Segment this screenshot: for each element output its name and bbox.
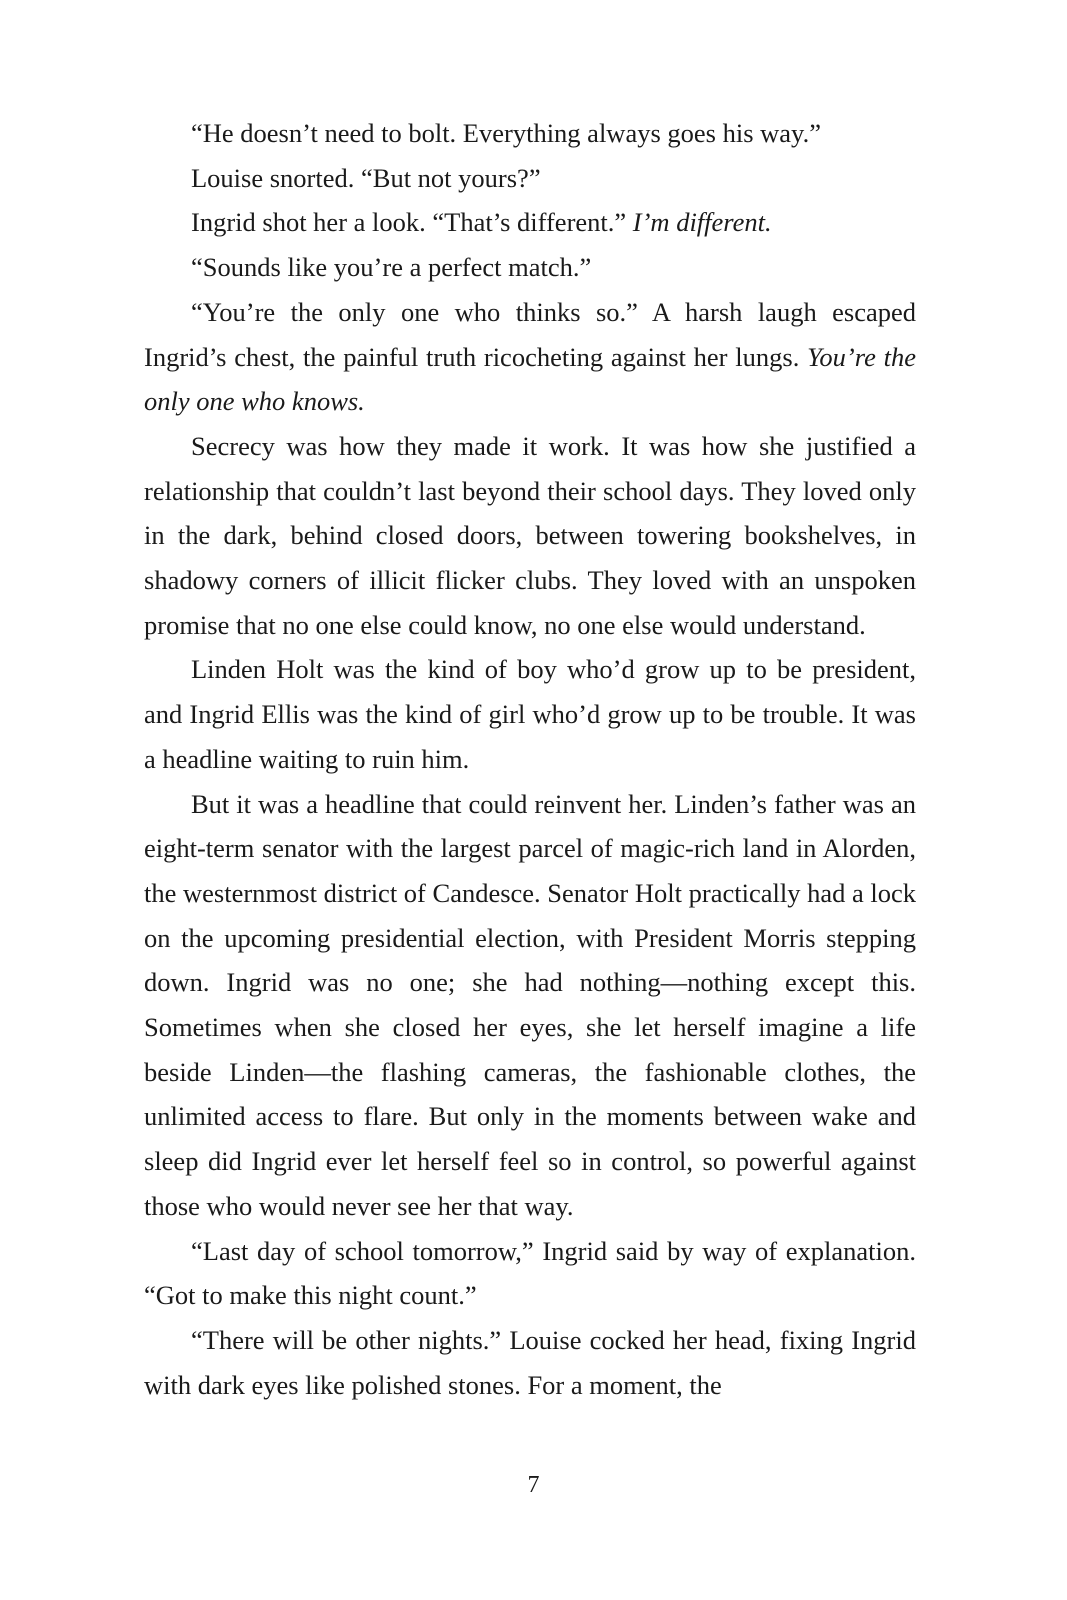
paragraph <box>144 111 916 156</box>
text-run: But it was a headline that could reinvent her. Linden’s father was an eight-term senator with the largest parcel of magic-rich land in Alorden, the westernmost district of Candesce. Senator Holt practically had a lock on the upcoming presidential election, with President Morris stepping down. Ingrid was no one; she had nothing—nothing except this. Sometimes when she closed her eyes, she let herself imagine a life beside Linden—the flashing cameras, the fashionable clothes, the unlimited access to flare. But only in the moments between wake and sleep did Ingrid ever let herself feel so in control, so powerful against those who would never see her that way. <box>144 788 916 1221</box>
text-run: Ingrid shot her a look. “That’s different.” <box>191 207 633 238</box>
italic-thought: I’m different. <box>632 207 772 238</box>
paragraph <box>144 1229 916 1318</box>
text-run: “You’re the only one who thinks so.” A harsh laugh escaped Ingrid’s chest, the painful truth ricocheting against her lungs. <box>144 296 916 372</box>
body-text <box>144 111 916 1407</box>
paragraph <box>144 156 916 201</box>
text-run: “Sounds like you’re a perfect match.” <box>191 252 592 283</box>
paragraph <box>144 424 916 648</box>
text-run: “Last day of school tomorrow,” Ingrid said by way of explanation. “Got to make this night count.” <box>144 1235 916 1311</box>
page-number: 7 <box>527 1472 540 1498</box>
text-run: Louise snorted. “But not yours?” <box>191 162 541 193</box>
paragraph <box>144 200 916 245</box>
paragraph <box>144 1318 916 1407</box>
text-run: “There will be other nights.” Louise cocked her head, fixing Ingrid with dark eyes like polished stones. For a moment, the <box>144 1324 916 1400</box>
paragraph <box>144 647 916 781</box>
paragraph <box>144 245 916 290</box>
text-run: Secrecy was how they made it work. It was how she justified a relationship that couldn’t last beyond their school days. They loved only in the dark, behind closed doors, between towering bookshelves, in shadowy corners of illicit flicker clubs. They loved with an unspoken promise that no one else could know, no one else would understand. <box>144 430 916 640</box>
text-run: “He doesn’t need to bolt. Everything always goes his way.” <box>191 118 821 148</box>
paragraph <box>144 782 916 1229</box>
italic-thought: You’re the only one who knows. <box>144 341 916 417</box>
text-run: Linden Holt was the kind of boy who’d grow up to be president, and Ingrid Ellis was the kind of girl who’d grow up to be trouble. It was a headline waiting to ruin him. <box>144 654 916 774</box>
paragraph <box>144 290 916 424</box>
